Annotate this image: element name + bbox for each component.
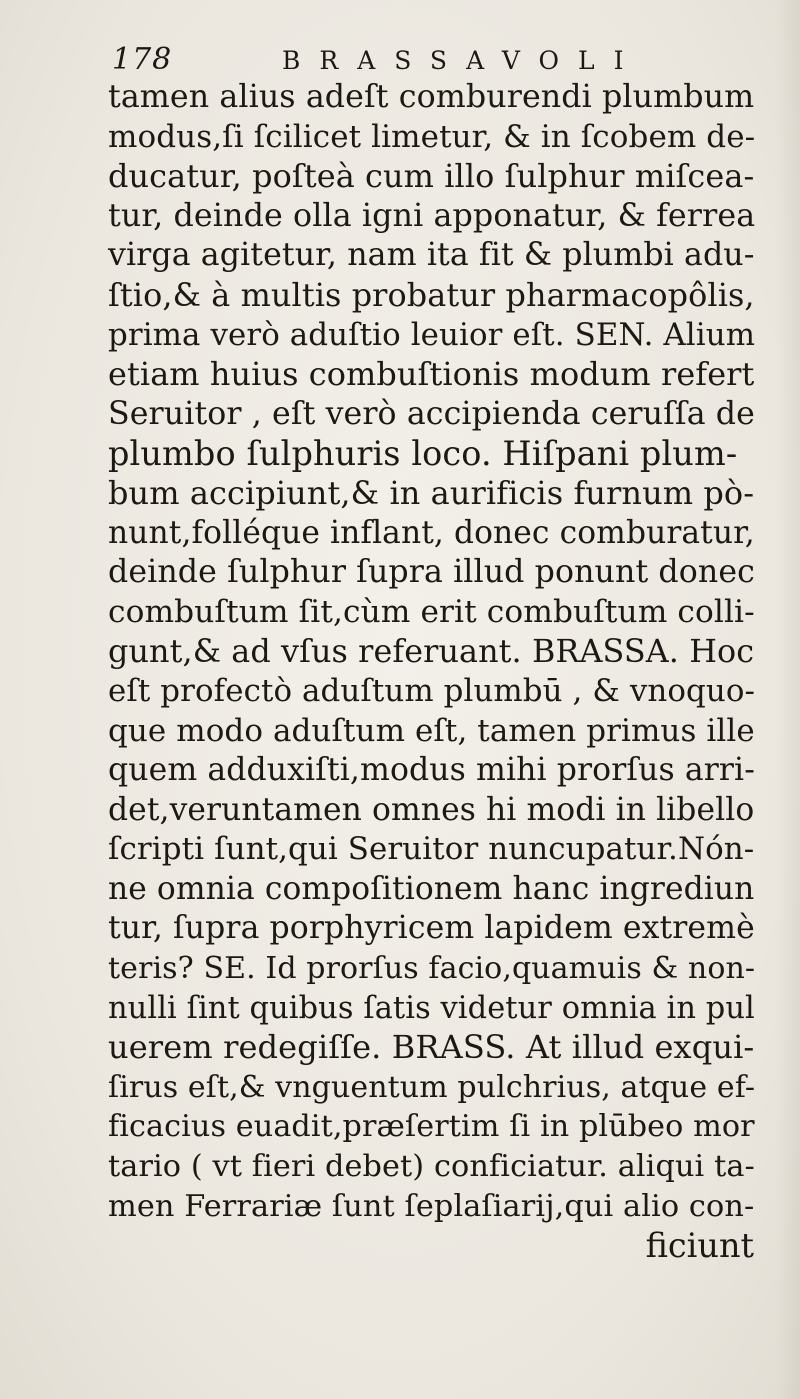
text-line: ficacius euadit,præſertim ſi in plūbeo mor	[108, 1109, 755, 1145]
text-line: nulli ſint quibus ſatis videtur omnia in pul	[108, 990, 755, 1026]
text-line: plumbo ſulphuris loco. Hiſpani plum-	[108, 434, 738, 474]
text-line: ſcripti ſunt,qui Seruitor nuncupatur.Nón-	[108, 831, 755, 868]
page-number: 178	[112, 42, 173, 77]
text-line: det,veruntamen omnes hi modi in libello	[108, 791, 755, 828]
text-line: nunt,folléque inflant, donec comburatur,	[108, 514, 755, 551]
text-line: uerem redegiſſe. BRASS. At illud exqui-	[108, 1028, 755, 1067]
running-title: BRASSAVOLI	[282, 46, 643, 75]
text-line: ne omnia compoſitionem hanc ingrediun	[108, 870, 755, 907]
text-line: modus,ſi ſcilicet limetur, & in ſcobem de-	[108, 118, 756, 155]
text-line: ſirus eſt,& vnguentum pulchrius, atque ef-	[108, 1069, 756, 1105]
text-line: Seruitor , eſt verò accipienda ceruſſa de	[108, 395, 755, 432]
text-line: eſt profectò aduſtum plumbū , & vnoquo-	[108, 672, 756, 709]
text-line: ducatur, poſteà cum illo ſulphur miſcea-	[108, 157, 755, 196]
text-line: quem adduxiſti,modus mihi prorſus arri-	[108, 752, 755, 789]
text-block	[108, 78, 758, 1266]
text-line: teris? SE. Id prorſus facio,quamuis & non-	[108, 951, 756, 987]
text-line: tario ( vt fieri debet) conficiatur. aliqui ta-	[108, 1149, 755, 1185]
text-line: tur, ſupra porphyricem lapidem extremè	[108, 910, 755, 947]
text-line: que modo aduſtum eſt, tamen primus ille	[108, 712, 755, 749]
text-line: tur, deinde olla igni apponatur, & ferrea	[108, 197, 756, 234]
text-line: deinde ſulphur ſupra illud ponunt donec	[108, 554, 755, 591]
page-edge-shadow	[776, 0, 800, 1399]
text-line: virga agitetur, nam ita fit & plumbi adu-	[108, 237, 755, 274]
text-line: gunt,& ad vſus referuant. BRASSA. Hoc	[108, 632, 755, 671]
text-line: ſtio,& à multis probatur pharmacopôlis,	[108, 275, 755, 314]
text-line: prima verò aduſtio leuior eſt. SEN. Alium	[108, 316, 756, 353]
text-line: combuſtum ſit,cùm erit combuſtum colli-	[108, 593, 755, 630]
catchword: ficiunt	[645, 1226, 754, 1266]
text-line: tamen alius adeſt comburendi plumbum	[108, 79, 755, 115]
running-head	[112, 42, 643, 82]
text-line: men Ferrariæ ſunt ſeplaſiarij,qui alio con-	[108, 1188, 755, 1224]
text-line: etiam huius combuſtionis modum refert	[108, 355, 755, 394]
text-line: bum accipiunt,& in aurificis furnum pò-	[108, 473, 755, 512]
